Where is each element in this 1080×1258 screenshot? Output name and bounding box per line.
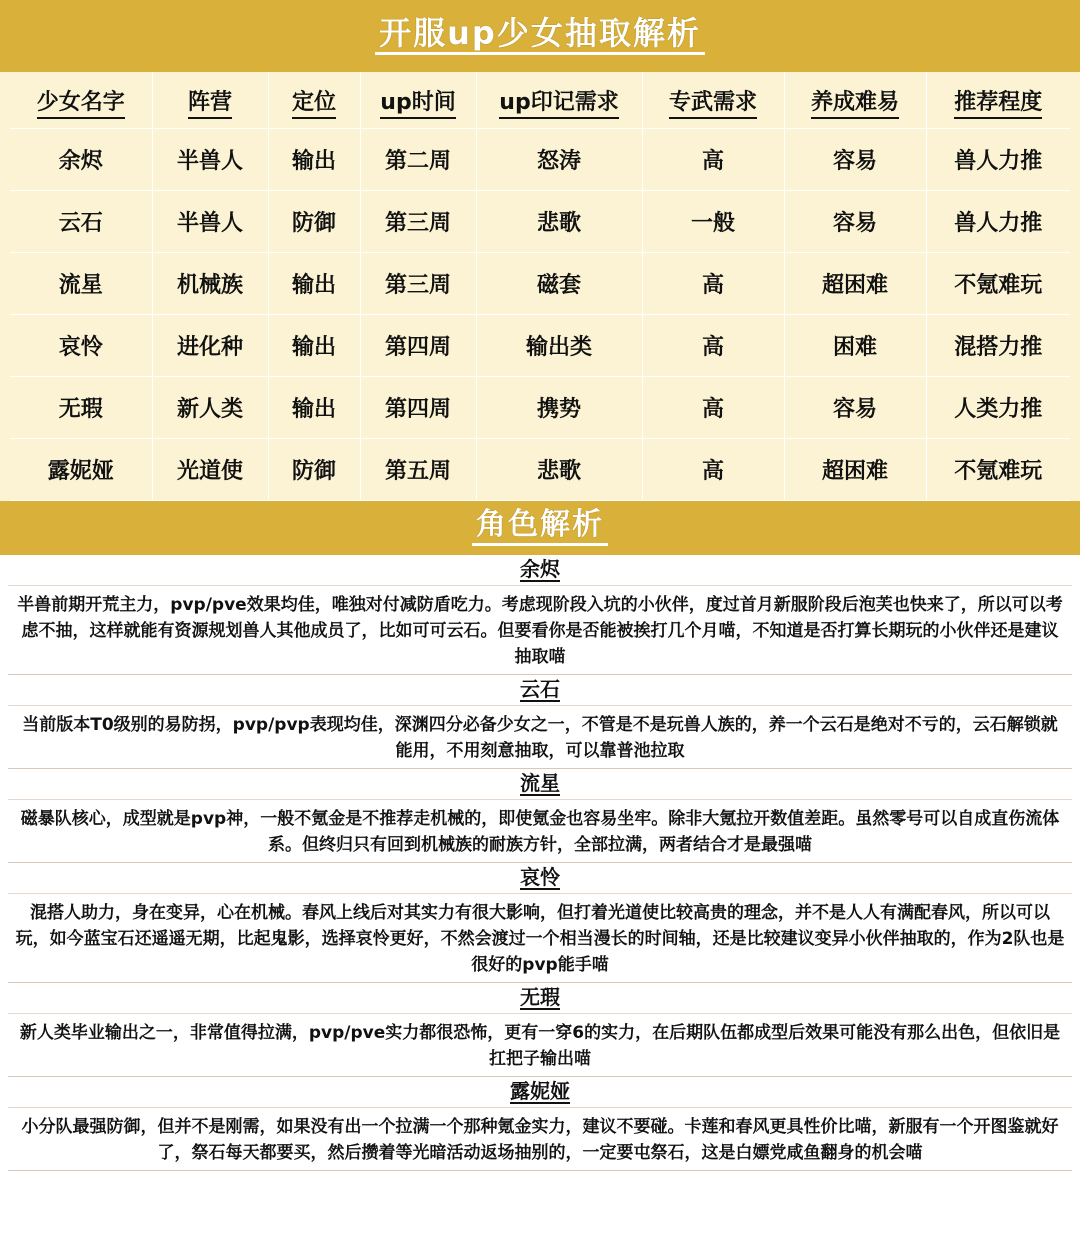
- table-cell: 悲歌: [476, 439, 642, 501]
- header-cell: 推荐程度: [926, 72, 1070, 129]
- summary-table-wrap: [0, 72, 1080, 501]
- table-cell: 悲歌: [476, 191, 642, 253]
- table-row: [10, 253, 1070, 315]
- table-cell: 第四周: [360, 377, 476, 439]
- header-cell: 阵营: [152, 72, 268, 129]
- table-cell: 第三周: [360, 253, 476, 315]
- table-cell: 容易: [784, 191, 926, 253]
- summary-table: [10, 72, 1070, 501]
- table-cell: 输出: [268, 253, 360, 315]
- table-cell: 第四周: [360, 315, 476, 377]
- table-cell: 第三周: [360, 191, 476, 253]
- character-analysis-text: 磁暴队核心，成型就是pvp神，一般不氪金是不推荐走机械的，即使氪金也容易坐牢。除非大氪拉开数值差距。虽然零号可以自成直伤流体系。但终归只有回到机械族的耐族方针，全部拉满，两者结合才是最强喵: [20, 809, 1060, 855]
- table-row: [10, 129, 1070, 191]
- analysis-section: [8, 1077, 1072, 1171]
- table-row: [10, 191, 1070, 253]
- table-cell: 兽人力推: [926, 191, 1070, 253]
- table-cell: 半兽人: [152, 191, 268, 253]
- character-name: 云石: [520, 677, 560, 701]
- table-cell: 高: [642, 439, 784, 501]
- table-cell: 高: [642, 253, 784, 315]
- table-cell: 人类力推: [926, 377, 1070, 439]
- table-cell: 超困难: [784, 439, 926, 501]
- header-cell: up时间: [360, 72, 476, 129]
- table-cell: 携势: [476, 377, 642, 439]
- character-analysis-text: 半兽前期开荒主力，pvp/pve效果均佳，唯独对付减防盾吃力。考虑现阶段入坑的小伙伴，度过首月新服阶段后泡芙也快来了，所以可以考虑不抽，这样就能有资源规划兽人其他成员了，比如可可云石。但要看你是否能被挨打几个月喵，不知道是否打算长期玩的小伙伴还是建议抽取喵: [17, 595, 1063, 667]
- analysis-section: [8, 555, 1072, 675]
- table-cell: 半兽人: [152, 129, 268, 191]
- character-analysis-text: 小分队最强防御，但并不是刚需，如果没有出一个拉满一个那种氪金实力，建议不要碰。卡莲和春风更具性价比喵，新服有一个开图鉴就好了，祭石每天都要买，然后攒着等光暗活动返场抽别的，一定要屯祭石，这是白嫖党咸鱼翻身的机会喵: [21, 1117, 1059, 1163]
- analysis-section: [8, 675, 1072, 769]
- table-cell: 高: [642, 377, 784, 439]
- table-row: [10, 377, 1070, 439]
- header-cell: 专武需求: [642, 72, 784, 129]
- table-cell: 输出类: [476, 315, 642, 377]
- table-cell: 第五周: [360, 439, 476, 501]
- analysis-banner: [0, 501, 1080, 555]
- table-cell: 光道使: [152, 439, 268, 501]
- table-cell: 露妮娅: [10, 439, 152, 501]
- table-cell: 进化种: [152, 315, 268, 377]
- analysis-section: [8, 983, 1072, 1077]
- analysis-section: [8, 769, 1072, 863]
- title-banner: [0, 0, 1080, 72]
- table-cell: 新人类: [152, 377, 268, 439]
- table-cell: 输出: [268, 129, 360, 191]
- table-cell: 磁套: [476, 253, 642, 315]
- table-cell: 兽人力推: [926, 129, 1070, 191]
- table-cell: 流星: [10, 253, 152, 315]
- header-cell: 养成难易: [784, 72, 926, 129]
- header-cell: 少女名字: [10, 72, 152, 129]
- table-cell: 余烬: [10, 129, 152, 191]
- table-row: [10, 315, 1070, 377]
- table-cell: 高: [642, 129, 784, 191]
- table-cell: 云石: [10, 191, 152, 253]
- table-cell: 哀怜: [10, 315, 152, 377]
- table-cell: 不氪难玩: [926, 439, 1070, 501]
- character-analysis-text: 新人类毕业输出之一，非常值得拉满，pvp/pve实力都很恐怖，更有一穿6的实力，在后期队伍都成型后效果可能没有那么出色，但依旧是扛把子输出喵: [19, 1023, 1061, 1069]
- table-cell: 超困难: [784, 253, 926, 315]
- table-cell: 第二周: [360, 129, 476, 191]
- analysis-title: 角色解析: [472, 510, 608, 546]
- table-cell: 输出: [268, 377, 360, 439]
- character-name: 露妮娅: [510, 1079, 570, 1103]
- character-name: 无瑕: [520, 985, 560, 1009]
- character-analysis-text: 混搭人助力，身在变异，心在机械。春风上线后对其实力有很大影响，但打着光道使比较高贵的理念，并不是人人有满配春风，所以可以玩，如今蓝宝石还遥遥无期，比起鬼影，选择哀怜更好，不然会渡过一个相当漫长的时间轴，还是比较建议变异小伙伴抽取的，作为2队也是很好的pvp能手喵: [15, 903, 1065, 975]
- table-cell: 无瑕: [10, 377, 152, 439]
- table-cell: 机械族: [152, 253, 268, 315]
- table-cell: 防御: [268, 439, 360, 501]
- table-cell: 困难: [784, 315, 926, 377]
- analysis-list: [0, 555, 1080, 1171]
- table-cell: 容易: [784, 129, 926, 191]
- table-cell: 高: [642, 315, 784, 377]
- table-row: [10, 439, 1070, 501]
- analysis-section: [8, 863, 1072, 983]
- table-header-row: [10, 72, 1070, 129]
- character-name: 流星: [520, 771, 560, 795]
- table-cell: 怒涛: [476, 129, 642, 191]
- character-name: 哀怜: [520, 865, 560, 889]
- header-cell: up印记需求: [476, 72, 642, 129]
- header-cell: 定位: [268, 72, 360, 129]
- table-cell: 防御: [268, 191, 360, 253]
- table-cell: 混搭力推: [926, 315, 1070, 377]
- character-name: 余烬: [520, 557, 560, 581]
- table-cell: 输出: [268, 315, 360, 377]
- table-cell: 容易: [784, 377, 926, 439]
- character-analysis-text: 当前版本T0级别的易防拐，pvp/pvp表现均佳，深渊四分必备少女之一，不管是不是玩兽人族的，养一个云石是绝对不亏的，云石解锁就能用，不用刻意抽取，可以靠普池拉取: [22, 715, 1058, 761]
- table-cell: 不氪难玩: [926, 253, 1070, 315]
- page-title: 开服up少女抽取解析: [375, 17, 705, 55]
- table-cell: 一般: [642, 191, 784, 253]
